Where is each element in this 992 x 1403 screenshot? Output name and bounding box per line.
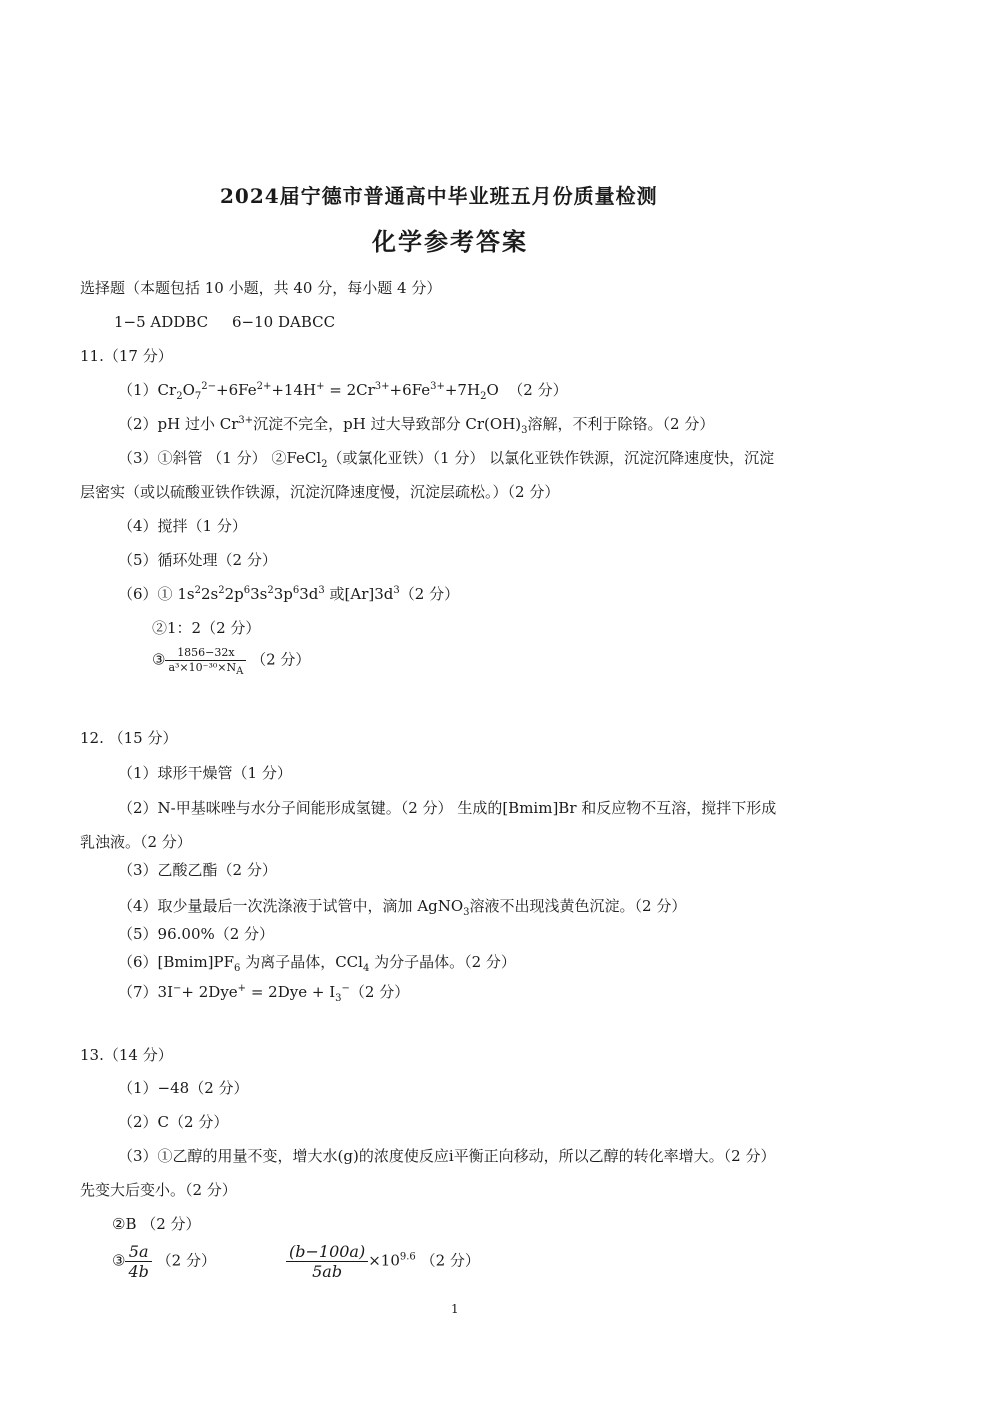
q12-part6: $(6)[Bmim]PF_6$ 为离子晶体，CCl$_4$ 为分子晶体。（2 分） (118, 953, 516, 974)
q12-part2-line1: （2）N-甲基咪唑与水分子间能形成氢键。（2 分） 生成的[Bmim]Br 和反应物不互溶，搅拌下形成 (118, 799, 777, 817)
q12-part2-line2: 乳浊液。（2 分） (80, 833, 192, 851)
mc-intro: 选择题（本题包括 10 小题，共 40 分，每小题 4 分） (80, 279, 442, 297)
q11-part6-1: （6）① $1s^22s^22p^63s^23p^63d^3$ 或$[Ar]3d^3(2$ 分） (118, 585, 460, 603)
q13-part3-line1: （3）①乙醇的用量不变，增大水(g)的浓度使反应i平衡正向移动，所以乙醇的转化率增大。（2 分） (118, 1147, 776, 1165)
ratio-fraction: $\frac{5a}{4b}$ (125, 1242, 151, 1281)
q12-part7: $(7)3I^-+ 2Dye^+ = 2Dye + I_3^-(2$ 分） (118, 983, 410, 1004)
q13-part3-3-expression: $\frac{(b-100a)}{5ab}$ $\times 10^{9.6}$ （2 分） (286, 1242, 480, 1281)
doc-title: 化学参考答案 (372, 227, 528, 256)
q12-part5: （5）96.00%（2 分） (118, 925, 275, 943)
q13-header: 13.（14 分） (80, 1046, 173, 1064)
q13-part3-2: ②B （2 分） (112, 1215, 201, 1233)
q11-part3-line2: 层密实（或以硫酸亚铁作铁源，沉淀沉降速度慢，沉淀层疏松。）（2 分） (80, 483, 560, 501)
q11-part6-3: ③ $\frac{1856-32x}{a^3\times 10^{-30}\times N_A}$ （2 分） (152, 646, 311, 678)
mc-answers-1-5: 1−5 ADDBC (114, 313, 209, 331)
density-fraction: $\frac{1856-32x}{a^3\times 10^{-30}\times N_A}$ (165, 646, 246, 675)
q11-header: 11.（17 分） (80, 347, 173, 365)
q13-part1: （1）−48（2 分） (118, 1079, 249, 1097)
q12-header: 12. （15 分） (80, 729, 178, 747)
q11-part5: （5）循环处理（2 分） (118, 551, 277, 569)
q12-part3: （3）乙酸乙酯（2 分） (118, 861, 277, 879)
q12-part4: （4）取少量最后一次洗涤液于试管中，滴加 AgNO$_3$溶液不出现浅黄色沉淀。（2 分） (118, 897, 687, 918)
exam-title: 2024届宁德市普通高中毕业班五月份质量检测 (220, 184, 658, 208)
q11-part4: （4）搅拌（1 分） (118, 517, 247, 535)
q11-part3-line1: （3）①斜管 （1 分） ②FeCl$_2$（或氯化亚铁）（1 分） 以氯化亚铁作铁源，沉淀沉降速度快，沉淀 (118, 449, 775, 470)
q13-part2: （2）C（2 分） (118, 1113, 229, 1131)
q11-part1: $(1)Cr_2O_7^{2-}+6Fe^{2+}+14H^+ = 2Cr^{3+}+6Fe^{3+}+7H_2O$ （2 分） (118, 381, 568, 402)
q11-part6-2: ②1：2（2 分） (152, 619, 261, 637)
page-number: 1 (451, 1302, 459, 1316)
rate-fraction: $\frac{(b-100a)}{5ab}$ (286, 1242, 368, 1281)
mc-answers-6-10: 6−10 DABCC (232, 313, 336, 331)
q11-part2: （2）pH 过小 $Cr^{3+}$沉淀不完全，pH 过大导致部分 $Cr(OH)_3$溶解，不利于除铬。（2 分） (118, 415, 715, 436)
q13-part3-line2: 先变大后变小。（2 分） (80, 1181, 237, 1199)
q13-part3-3: ③ $\frac{5a}{4b}$ （2 分） (112, 1242, 216, 1281)
q12-part1: （1）球形干燥管（1 分） (118, 764, 292, 782)
